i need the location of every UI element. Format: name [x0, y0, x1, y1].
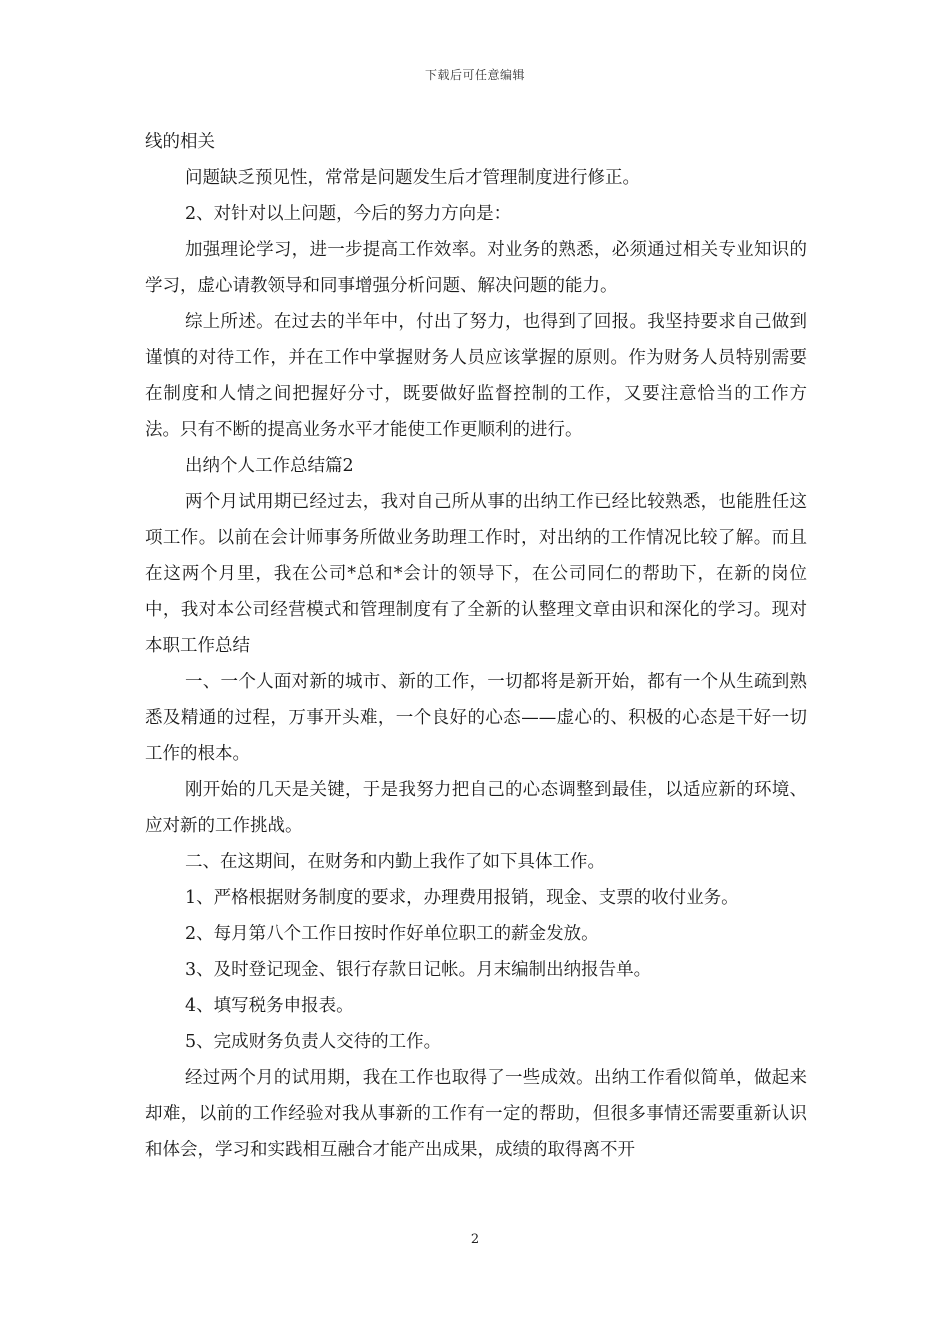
page-number: 2 [470, 1232, 480, 1247]
paragraph: 刚开始的几天是关键，于是我努力把自己的心态调整到最佳，以适应新的环境、应对新的工作挑战。 [145, 780, 807, 836]
paragraph: 加强理论学习，进一步提高工作效率。对业务的熟悉，必须通过相关专业知识的学习，虚心请教领导和同事增强分析问题、解决问题的能力。 [145, 240, 807, 296]
paragraph: 2、对针对以上问题，今后的努力方向是： [185, 204, 512, 224]
list-item: 1、严格根据财务制度的要求，办理费用报销，现金、支票的收付业务。 [185, 888, 739, 908]
list-item: 5、完成财务负责人交待的工作。 [185, 1032, 442, 1052]
list-item: 3、及时登记现金、银行存款日记帐。月末编制出纳报告单。 [185, 960, 652, 980]
list-item: 2、每月第八个工作日按时作好单位职工的薪金发放。 [185, 924, 599, 944]
paragraph: 问题缺乏预见性，常常是问题发生后才管理制度进行修正。 [185, 168, 640, 188]
paragraph: 二、在这期间，在财务和内勤上我作了如下具体工作。 [185, 852, 605, 872]
paragraph: 一、一个人面对新的城市、新的工作，一切都将是新开始，都有一个从生疏到熟悉及精通的过程，万事开头难，一个良好的心态——虚心的、积极的心态是干好一切工作的根本。 [145, 672, 807, 764]
section-heading: 出纳个人工作总结篇2 [185, 456, 354, 476]
list-item: 4、填写税务申报表。 [185, 996, 354, 1016]
page-header: 下载后可任意编辑 [424, 68, 525, 82]
paragraph-continuation: 线的相关 [145, 132, 215, 152]
paragraph: 综上所述。在过去的半年中，付出了努力，也得到了回报。我坚持要求自己做到谨慎的对待工作，并在工作中掌握财务人员应该掌握的原则。作为财务人员特别需要在制度和人情之间把握好分寸，既要做好监督控制的工作，又要注意恰当的工作方法。只有不断的提高业务水平才能使工作更顺利的进行。 [145, 312, 807, 440]
paragraph: 经过两个月的试用期，我在工作也取得了一些成效。出纳工作看似简单，做起来却难，以前的工作经验对我从事新的工作有一定的帮助，但很多事情还需要重新认识和体会，学习和实践相互融合才能产出成果，成绩的取得离不开 [145, 1068, 807, 1160]
paragraph: 两个月试用期已经过去，我对自己所从事的出纳工作已经比较熟悉，也能胜任这项工作。以前在会计师事务所做业务助理工作时，对出纳的工作情况比较了解。而且在这两个月里，我在公司*总和*会计的领导下，在公司同仁的帮助下，在新的岗位中，我对本公司经营模式和管理制度有了全新的认整理文章由识和深化的学习。现对本职工作总结 [145, 492, 807, 656]
document-body [145, 124, 807, 1168]
